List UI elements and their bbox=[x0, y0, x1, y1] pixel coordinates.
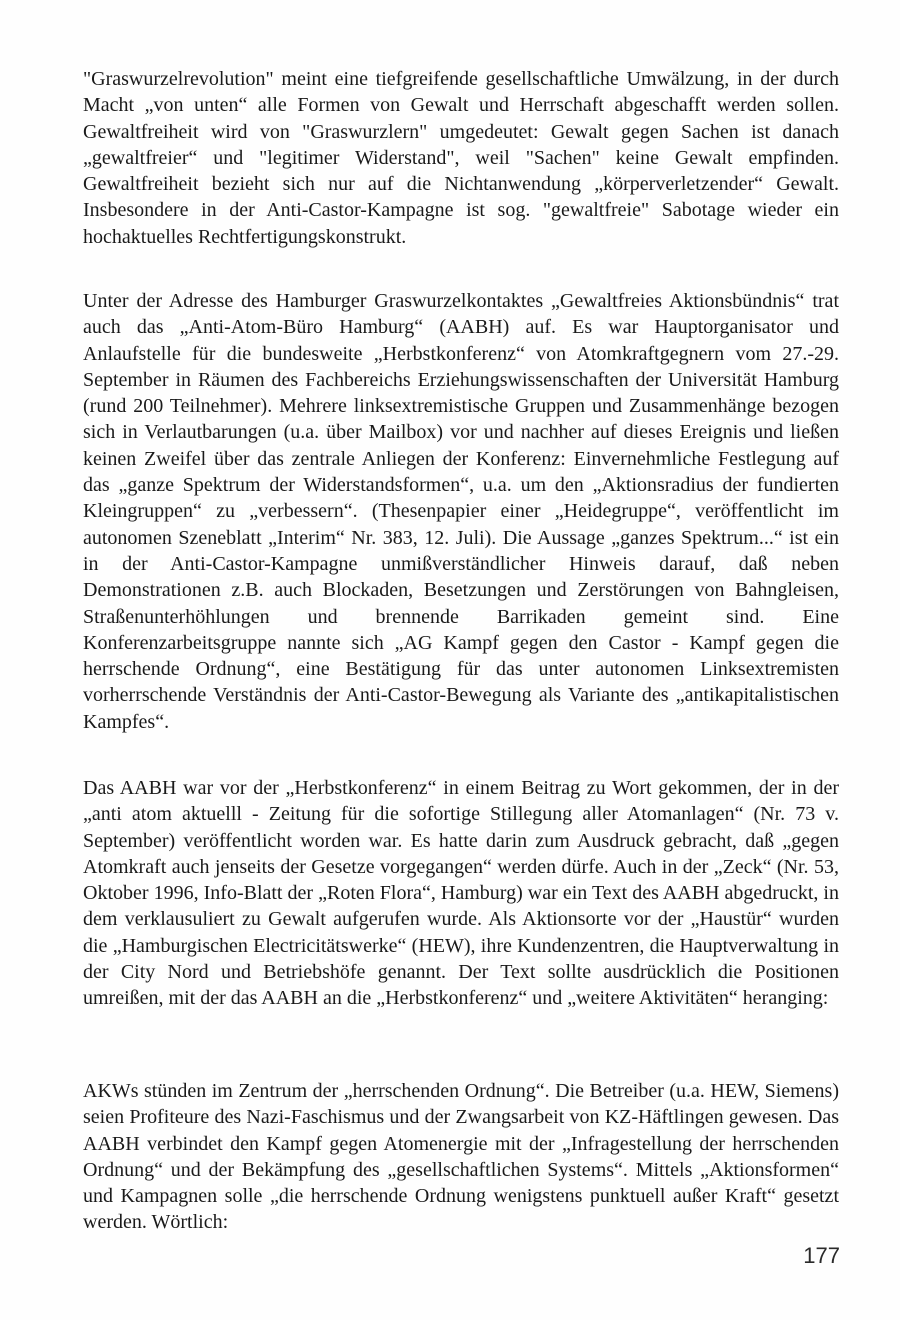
page-number: 177 bbox=[803, 1243, 840, 1268]
paragraph-aabh-herbstkonferenz: Das AABH war vor der „Herbstkonferenz“ in einem Beitrag zu Wort gekommen, der in der „anti atom aktuelll - Zeitung für die sofortige Stillegung aller Atomanlagen“ (Nr. 73 v. September) veröffentlicht worden war. Es hatte darin zum Ausdruck gebracht, daß „gegen Atomkraft auch jenseits der Gesetze vorgegangen“ werden dürfe. Auch in der „Zeck“ (Nr. 53, Oktober 1996, Info-Blatt der „Roten Flora“, Hamburg) war ein Text des AABH abgedruckt, in dem verklausuliert zu Gewalt aufgerufen wurde. Als Aktionsorte vor der „Haustür“ wurden die „Hamburgischen Electricitätswerke“ (HEW), ihre Kundenzentren, die Hauptverwaltung in der City Nord und Betriebshöfe genannt. Der Text sollte ausdrücklich die Positionen umreißen, mit der das AABH an die „Herbstkonferenz“ und „weitere Aktivitäten“ heranging: bbox=[83, 777, 839, 1010]
paragraph-graswurzelrevolution: "Graswurzelrevolution" meint eine tiefgreifende gesellschaftliche Umwälzung, in der durch Macht „von unten“ alle Formen von Gewalt und Herrschaft abgeschafft werden sollen. Gewaltfreiheit wird von "Graswurzlern" umgedeutet: Gewalt gegen Sachen ist danach „gewaltfreier“ und "legitimer Widerstand", weil "Sachen" keine Gewalt empfinden. Gewaltfreiheit bezieht sich nur auf die Nichtanwendung „körperverletzender“ Gewalt. Insbesondere in der Anti-Castor-Kampagne ist sog. "gewaltfreie" Sabotage wieder ein hochaktuelles Rechtfertigungskonstrukt. bbox=[83, 68, 839, 248]
paragraph-akws-ordnung: AKWs stünden im Zentrum der „herrschenden Ordnung“. Die Betreiber (u.a. HEW, Siemens) seien Profiteure des Nazi-Faschismus und der Zwangsarbeit von KZ-Häftlingen gewesen. Das AABH verbindet den Kampf gegen Atomenergie mit der „Infragestellung der herrschenden Ordnung“ und der Bekämpfung des „gesellschaftlichen Systems“. Mittels „Aktionsformen“ und Kampagnen solle „die herrschende Ordnung wenigstens punktuell außer Kraft“ gesetzt werden. Wörtlich: bbox=[83, 1080, 839, 1234]
paragraph-anti-atom-buero: Unter der Adresse des Hamburger Graswurzelkontaktes „Gewaltfreies Aktionsbündnis“ trat auch das „Anti-Atom-Büro Hamburg“ (AABH) auf. Es war Hauptorganisator und Anlaufstelle für die bundesweite „Herbstkonferenz“ von Atomkraftgegnern vom 27.-29. September in Räumen des Fachbereichs Erziehungswissenschaften der Universität Hamburg (rund 200 Teilnehmer). Mehrere linksextremistische Gruppen und Zusammenhänge bezogen sich in Verlautbarungen (u.a. über Mailbox) vor und nachher auf dieses Ereignis und ließen keinen Zweifel über das zentrale Anliegen der Konferenz: Einvernehmliche Festlegung auf das „ganze Spektrum der Widerstandsformen“, u.a. um den „Aktionsradius der fundierten Kleingruppen“ zu „verbessern“. (Thesenpapier einer „Heidegruppe“, veröffentlicht im autonomen Szeneblatt „Interim“ Nr. 383, 12. Juli). Die Aussage „ganzes Spektrum...“ ist ein in der Anti-Castor-Kampagne unmißverständlicher Hinweis darauf, daß neben Demonstrationen z.B. auch Blockaden, Besetzungen und Zerstörungen von Bahngleisen, Straßenunterhöhlungen und brennende Barrikaden gemeint sind. Eine Konferenzarbeitsgruppe nannte sich „AG Kampf gegen den Castor - Kampf gegen die herrschende Ordnung“, eine Bestätigung für das unter autonomen Linksextremisten vorherrschende Verständnis der Anti-Castor-Bewegung als Variante des „antikapitalistischen Kampfes“. bbox=[83, 290, 839, 733]
